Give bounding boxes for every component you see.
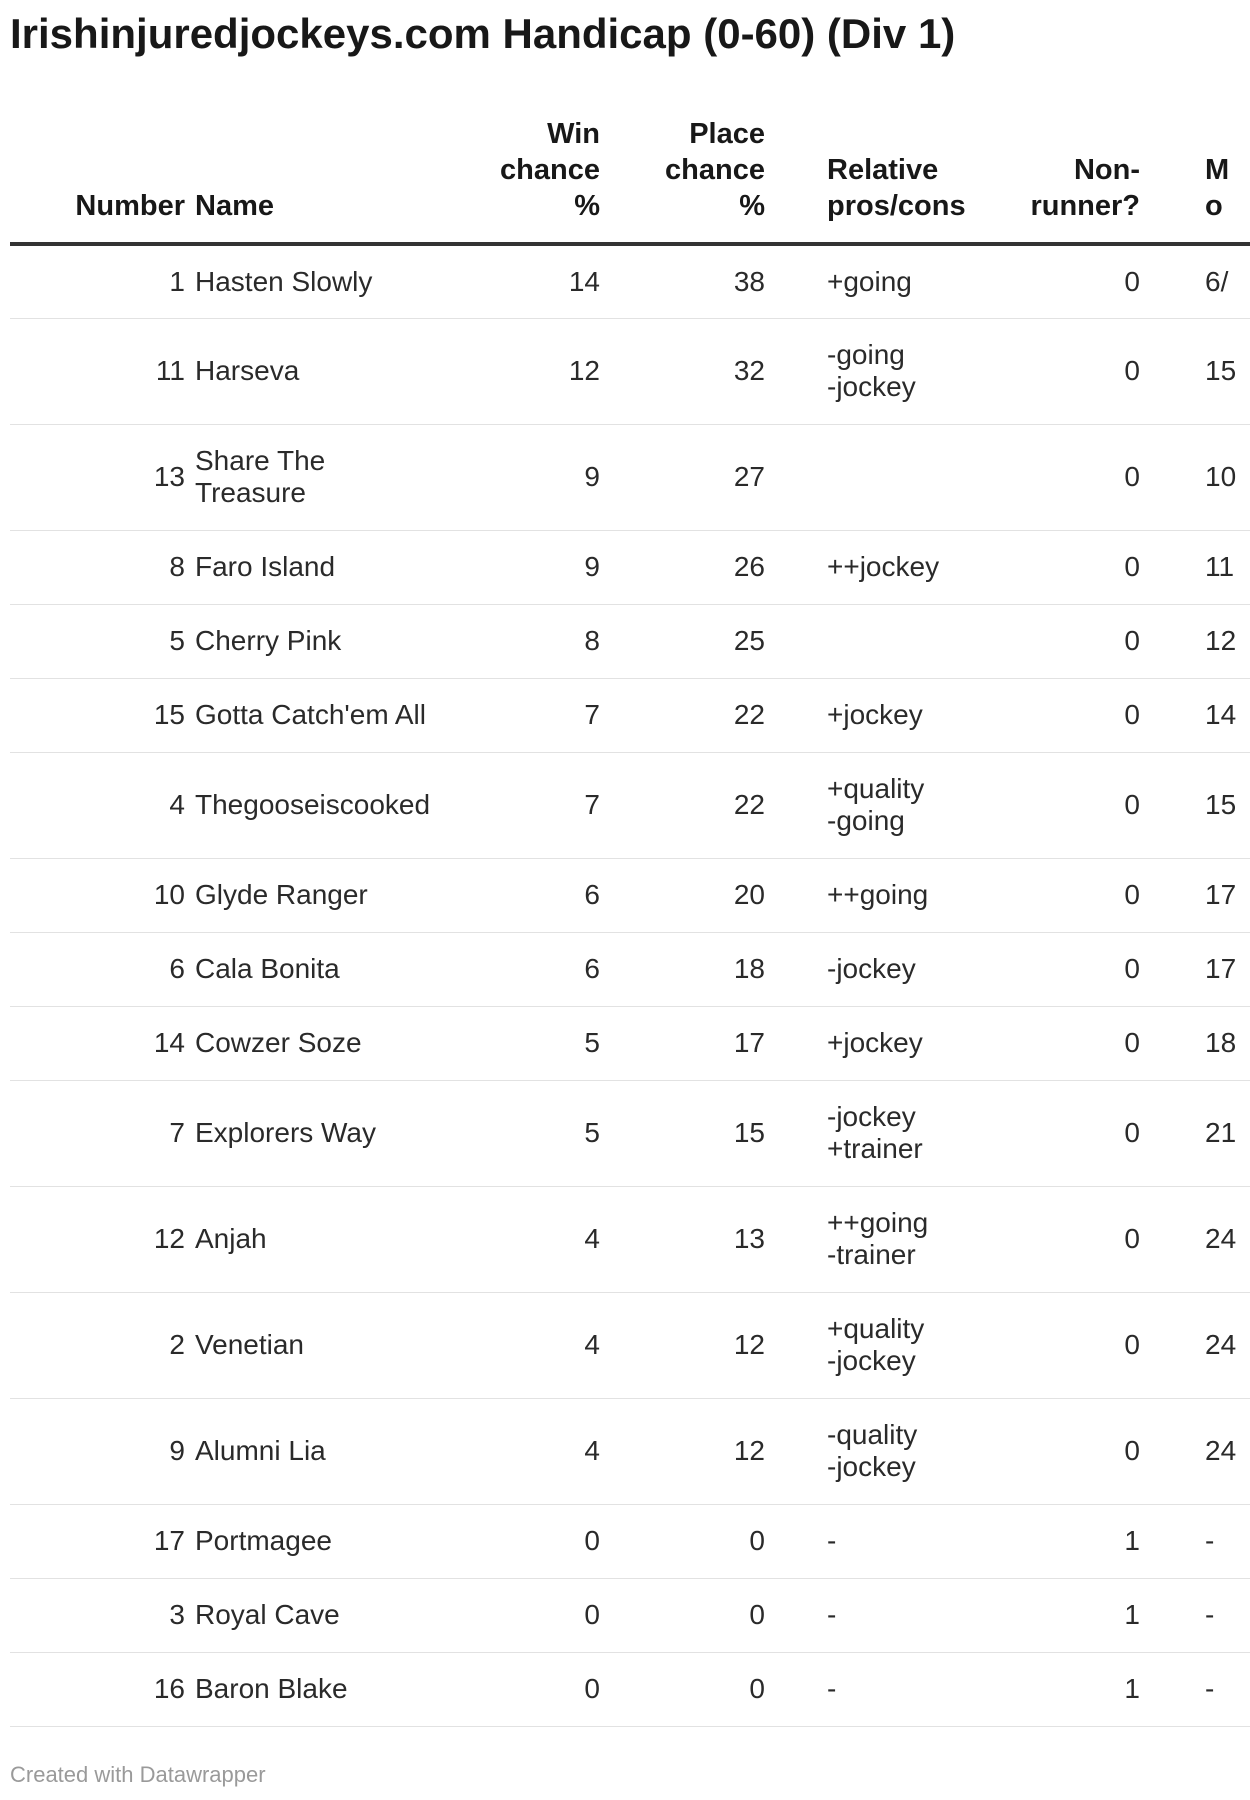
cell-name-line: Portmagee xyxy=(195,1525,332,1556)
cell-name-line: Thegooseiscooked xyxy=(195,789,431,820)
cell-pros-cons xyxy=(765,1652,990,1726)
cell-non-runner: 0 xyxy=(990,1186,1140,1292)
cell-name xyxy=(185,244,475,318)
cell-odds: 6/ xyxy=(1140,244,1250,318)
header-label-line: chance xyxy=(665,154,765,186)
table-row xyxy=(10,1652,1250,1726)
cell-pros-cons xyxy=(765,752,990,858)
race-table xyxy=(10,108,1250,1727)
table-row xyxy=(10,1080,1250,1186)
table-row xyxy=(10,1006,1250,1080)
cell-win-chance: 0 xyxy=(475,1504,600,1578)
cell-place-chance: 26 xyxy=(600,530,765,604)
cell-name-line: Royal Cave xyxy=(195,1599,340,1630)
cell-pros-cons-line: +jockey xyxy=(827,1027,923,1058)
cell-non-runner: 0 xyxy=(990,530,1140,604)
cell-win-chance: 4 xyxy=(475,1186,600,1292)
cell-place-chance: 25 xyxy=(600,604,765,678)
cell-pros-cons xyxy=(765,424,990,530)
cell-number: 17 xyxy=(10,1504,185,1578)
cell-win-chance: 4 xyxy=(475,1398,600,1504)
header-label-line: % xyxy=(739,190,765,222)
header-label: Number xyxy=(75,190,185,222)
cell-name xyxy=(185,858,475,932)
cell-win-chance: 7 xyxy=(475,752,600,858)
cell-name xyxy=(185,424,475,530)
cell-number: 3 xyxy=(10,1578,185,1652)
cell-odds: 21 xyxy=(1140,1080,1250,1186)
cell-pros-cons-line: +quality xyxy=(827,773,925,804)
column-header-place-chance[interactable] xyxy=(600,108,765,244)
cell-non-runner: 0 xyxy=(990,932,1140,1006)
cell-pros-cons xyxy=(765,604,990,678)
cell-pros-cons-line: ++jockey xyxy=(827,551,940,582)
cell-odds: 15 xyxy=(1140,752,1250,858)
cell-non-runner: 1 xyxy=(990,1652,1140,1726)
cell-pros-cons xyxy=(765,1080,990,1186)
table-row xyxy=(10,1504,1250,1578)
cell-pros-cons xyxy=(765,244,990,318)
cell-place-chance: 12 xyxy=(600,1398,765,1504)
datawrapper-credit: Created with Datawrapper xyxy=(10,1762,266,1787)
cell-odds: 14 xyxy=(1140,678,1250,752)
cell-place-chance: 27 xyxy=(600,424,765,530)
cell-win-chance: 12 xyxy=(475,318,600,424)
cell-pros-cons xyxy=(765,318,990,424)
cell-odds: - xyxy=(1140,1652,1250,1726)
cell-pros-cons-line: -jockey xyxy=(827,1345,916,1376)
cell-name xyxy=(185,1398,475,1504)
cell-win-chance: 8 xyxy=(475,604,600,678)
cell-name-line: Venetian xyxy=(195,1329,304,1360)
cell-odds: 11 xyxy=(1140,530,1250,604)
cell-place-chance: 22 xyxy=(600,752,765,858)
column-header-number[interactable] xyxy=(10,108,185,244)
cell-number: 4 xyxy=(10,752,185,858)
cell-number: 12 xyxy=(10,1186,185,1292)
cell-name-line: Share The xyxy=(195,445,326,476)
cell-win-chance: 0 xyxy=(475,1652,600,1726)
cell-pros-cons-line: +jockey xyxy=(827,699,923,730)
column-header-non-runner[interactable] xyxy=(990,108,1140,244)
cell-pros-cons xyxy=(765,530,990,604)
cell-name xyxy=(185,1292,475,1398)
cell-pros-cons xyxy=(765,1292,990,1398)
cell-place-chance: 20 xyxy=(600,858,765,932)
cell-place-chance: 12 xyxy=(600,1292,765,1398)
cell-win-chance: 7 xyxy=(475,678,600,752)
cell-odds: 24 xyxy=(1140,1292,1250,1398)
cell-pros-cons-line: - xyxy=(827,1673,837,1704)
header-label-line: Non- xyxy=(1073,154,1140,186)
cell-name xyxy=(185,678,475,752)
cell-name-line: Gotta Catch'em All xyxy=(195,699,426,730)
header-label-line: M xyxy=(1205,154,1230,186)
cell-place-chance: 0 xyxy=(600,1504,765,1578)
cell-pros-cons-line: +trainer xyxy=(827,1133,923,1164)
cell-pros-cons-line: +quality xyxy=(827,1313,925,1344)
header-label-line: Win xyxy=(547,118,600,150)
table-body xyxy=(10,244,1250,1726)
cell-number: 7 xyxy=(10,1080,185,1186)
cell-number: 5 xyxy=(10,604,185,678)
cell-pros-cons-line: ++going xyxy=(827,1207,929,1238)
cell-name xyxy=(185,932,475,1006)
cell-number: 15 xyxy=(10,678,185,752)
cell-non-runner: 0 xyxy=(990,244,1140,318)
cell-pros-cons-line: -jockey xyxy=(827,953,916,984)
cell-non-runner: 0 xyxy=(990,318,1140,424)
cell-non-runner: 0 xyxy=(990,1080,1140,1186)
cell-pros-cons xyxy=(765,1504,990,1578)
cell-pros-cons xyxy=(765,1578,990,1652)
table-row xyxy=(10,604,1250,678)
cell-non-runner: 0 xyxy=(990,1292,1140,1398)
header-label-line: o xyxy=(1205,190,1223,222)
cell-name-line: Hasten Slowly xyxy=(195,265,373,297)
cell-non-runner: 0 xyxy=(990,1006,1140,1080)
header-label-line: % xyxy=(574,190,600,222)
cell-place-chance: 32 xyxy=(600,318,765,424)
cell-place-chance: 38 xyxy=(600,244,765,318)
cell-name-line: Alumni Lia xyxy=(195,1435,326,1466)
cell-odds: 12 xyxy=(1140,604,1250,678)
cell-pros-cons-line: -jockey xyxy=(827,371,916,402)
cell-name xyxy=(185,1652,475,1726)
cell-pros-cons-line: -jockey xyxy=(827,1451,916,1482)
cell-name xyxy=(185,530,475,604)
cell-name-line: Cherry Pink xyxy=(195,625,342,656)
table-row xyxy=(10,858,1250,932)
cell-pros-cons-line: ++going xyxy=(827,879,929,910)
cell-place-chance: 0 xyxy=(600,1578,765,1652)
cell-non-runner: 0 xyxy=(990,604,1140,678)
cell-place-chance: 17 xyxy=(600,1006,765,1080)
cell-pros-cons-line: -quality xyxy=(827,1419,918,1450)
header-label-line: chance xyxy=(500,154,600,186)
table-row xyxy=(10,318,1250,424)
table-row xyxy=(10,752,1250,858)
cell-pros-cons-line: - xyxy=(827,1599,837,1630)
cell-odds: 17 xyxy=(1140,858,1250,932)
cell-non-runner: 0 xyxy=(990,678,1140,752)
cell-number: 8 xyxy=(10,530,185,604)
cell-number: 14 xyxy=(10,1006,185,1080)
cell-name xyxy=(185,318,475,424)
cell-odds: 24 xyxy=(1140,1186,1250,1292)
table-header-row xyxy=(10,108,1250,244)
cell-pros-cons-line: -going xyxy=(827,805,905,836)
cell-name-line: Treasure xyxy=(195,477,307,508)
table-row xyxy=(10,1186,1250,1292)
page-title: Irishinjuredjockeys.com Handicap (0-60) (Div 1) xyxy=(10,10,956,57)
header-label-line: pros/cons xyxy=(827,190,966,222)
header-label-line: Relative xyxy=(827,154,939,186)
cell-odds: - xyxy=(1140,1504,1250,1578)
cell-number: 16 xyxy=(10,1652,185,1726)
cell-number: 11 xyxy=(10,318,185,424)
table-row xyxy=(10,678,1250,752)
cell-number: 10 xyxy=(10,858,185,932)
cell-win-chance: 6 xyxy=(475,858,600,932)
cell-pros-cons xyxy=(765,1398,990,1504)
cell-name-line: Explorers Way xyxy=(195,1117,377,1148)
column-header-pros-cons[interactable] xyxy=(765,108,990,244)
header-label: Name xyxy=(195,190,274,222)
cell-number: 13 xyxy=(10,424,185,530)
cell-place-chance: 15 xyxy=(600,1080,765,1186)
cell-win-chance: 14 xyxy=(475,244,600,318)
table-row xyxy=(10,244,1250,318)
cell-non-runner: 0 xyxy=(990,752,1140,858)
cell-place-chance: 0 xyxy=(600,1652,765,1726)
cell-win-chance: 0 xyxy=(475,1578,600,1652)
cell-name-line: Cala Bonita xyxy=(195,953,340,984)
cell-pros-cons-line: +going xyxy=(827,265,912,297)
cell-place-chance: 22 xyxy=(600,678,765,752)
cell-pros-cons xyxy=(765,1006,990,1080)
cell-pros-cons-line: -going xyxy=(827,339,905,370)
cell-odds: 10 xyxy=(1140,424,1250,530)
cell-place-chance: 18 xyxy=(600,932,765,1006)
cell-non-runner: 0 xyxy=(990,424,1140,530)
table-row xyxy=(10,1292,1250,1398)
cell-name xyxy=(185,752,475,858)
header-label-line: runner? xyxy=(1030,190,1140,222)
cell-name-line: Faro Island xyxy=(195,551,336,582)
cell-place-chance: 13 xyxy=(600,1186,765,1292)
cell-name xyxy=(185,1578,475,1652)
cell-odds: 17 xyxy=(1140,932,1250,1006)
cell-name xyxy=(185,1504,475,1578)
cell-non-runner: 1 xyxy=(990,1578,1140,1652)
cell-name-line: Anjah xyxy=(195,1223,267,1254)
cell-pros-cons xyxy=(765,858,990,932)
cell-non-runner: 1 xyxy=(990,1504,1140,1578)
cell-name-line: Harseva xyxy=(195,355,300,386)
cell-pros-cons xyxy=(765,1186,990,1292)
cell-win-chance: 9 xyxy=(475,424,600,530)
table-row xyxy=(10,932,1250,1006)
column-header-odds[interactable] xyxy=(1140,108,1250,244)
column-header-win-chance[interactable] xyxy=(475,108,600,244)
cell-name xyxy=(185,1006,475,1080)
cell-number: 1 xyxy=(10,244,185,318)
cell-win-chance: 6 xyxy=(475,932,600,1006)
cell-name xyxy=(185,604,475,678)
cell-name-line: Glyde Ranger xyxy=(195,879,368,910)
table-row xyxy=(10,1578,1250,1652)
table-row xyxy=(10,424,1250,530)
column-header-name[interactable] xyxy=(185,108,475,244)
cell-pros-cons xyxy=(765,932,990,1006)
cell-number: 2 xyxy=(10,1292,185,1398)
cell-pros-cons-line: -trainer xyxy=(827,1239,916,1270)
cell-win-chance: 5 xyxy=(475,1080,600,1186)
cell-non-runner: 0 xyxy=(990,858,1140,932)
cell-number: 6 xyxy=(10,932,185,1006)
cell-odds: 18 xyxy=(1140,1006,1250,1080)
cell-pros-cons-line: - xyxy=(827,1525,837,1556)
cell-number: 9 xyxy=(10,1398,185,1504)
cell-name-line: Cowzer Soze xyxy=(195,1027,362,1058)
cell-odds: - xyxy=(1140,1578,1250,1652)
cell-name-line: Baron Blake xyxy=(195,1673,348,1704)
cell-pros-cons-line: -jockey xyxy=(827,1101,916,1132)
cell-name xyxy=(185,1186,475,1292)
cell-odds: 15 xyxy=(1140,318,1250,424)
cell-win-chance: 4 xyxy=(475,1292,600,1398)
cell-pros-cons xyxy=(765,678,990,752)
cell-name xyxy=(185,1080,475,1186)
table-row xyxy=(10,530,1250,604)
cell-non-runner: 0 xyxy=(990,1398,1140,1504)
cell-win-chance: 5 xyxy=(475,1006,600,1080)
cell-win-chance: 9 xyxy=(475,530,600,604)
header-label-line: Place xyxy=(689,118,765,150)
race-table-container xyxy=(10,108,1237,1727)
table-row xyxy=(10,1398,1250,1504)
cell-odds: 24 xyxy=(1140,1398,1250,1504)
